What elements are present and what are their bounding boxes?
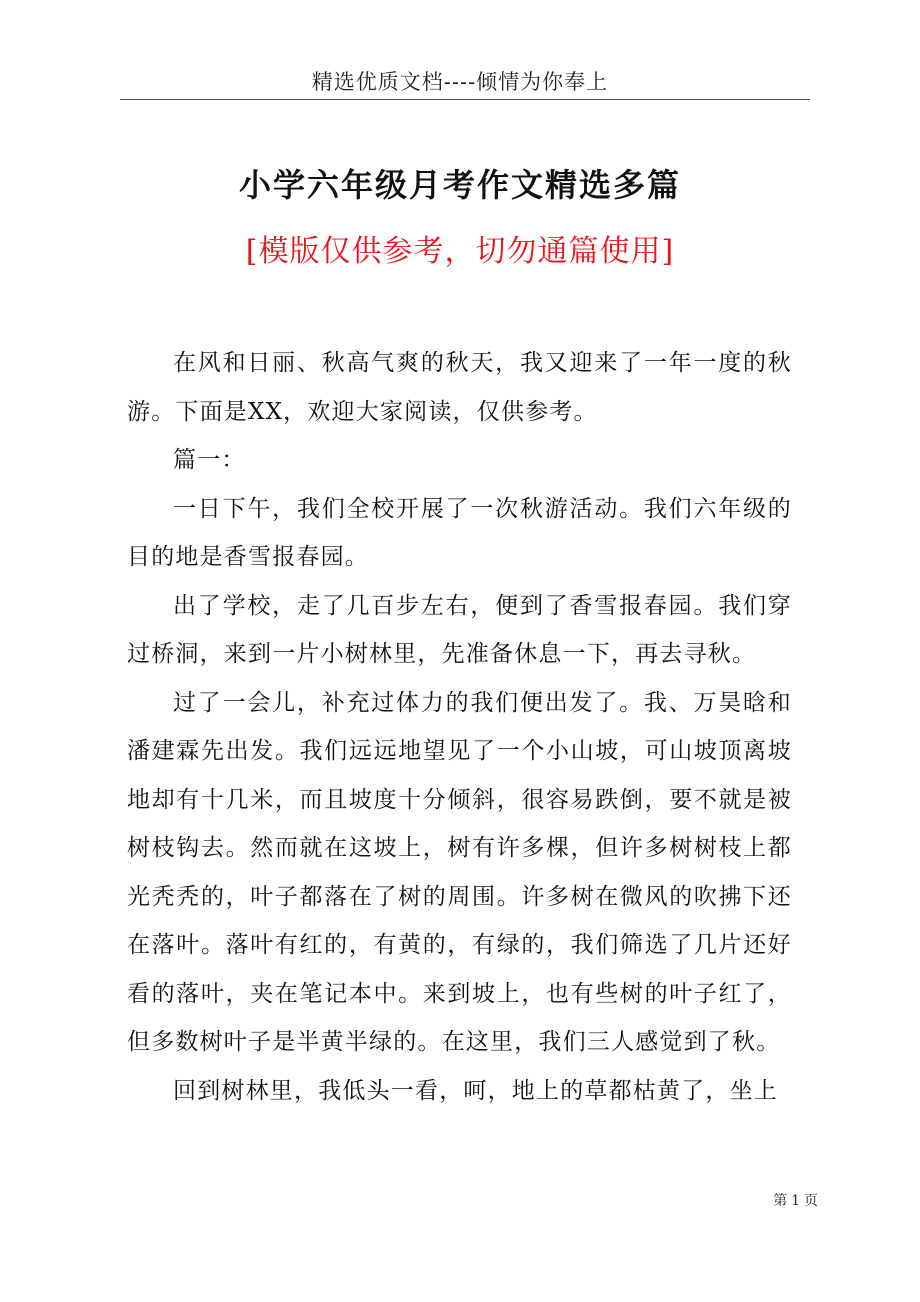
page-header: 精选优质文档----倾情为你奉上: [311, 70, 609, 94]
document-subtitle: [模版仅供参考，切勿通篇使用]: [245, 234, 675, 269]
page-footer-prefix: 第: [773, 1193, 788, 1209]
document-title: 小学六年级月考作文精选多篇: [238, 166, 681, 204]
paragraph: 过了一会儿，补充过体力的我们便出发了。我、万昊晗和潘建霖先出发。我们远远地望见了一个小山坡，可山坡顶离坡地却有十几米，而且坡度十分倾斜，很容易跌倒，要不就是被树枝钩去。然而就在这坡上，树有许多棵，但许多树树枝上都光秃秃的，叶子都落在了树的周围。许多树在微风的吹拂下还在落叶。落叶有红的，有黄的，有绿的，我们筛选了几片还好看的落叶，夹在笔记本中。来到坡上，也有些树的叶子红了，但多数树叶子是半黄半绿的。在这里，我们三人感觉到了秋。: [127, 689, 792, 1055]
paragraph-intro: 在风和日丽、秋高气爽的秋天，我又迎来了一年一度的秋游。下面是XX，欢迎大家阅读，仅供参考。: [127, 350, 792, 425]
paragraph-section-heading: 篇一：: [173, 447, 246, 473]
document-body: [127, 339, 792, 1115]
header-divider: [120, 99, 810, 100]
paragraph: 一日下午，我们全校开展了一次秋游活动。我们六年级的目的地是香雪报春园。: [127, 495, 792, 570]
paragraph: 回到树林里，我低头一看，呵，地上的草都枯黄了，坐上: [173, 1077, 778, 1104]
page-footer-suffix: 页: [804, 1193, 818, 1209]
page-number-footer: [740, 1190, 820, 1210]
paragraph: 出了学校，走了几百步左右，便到了香雪报春园。我们穿过桥洞，来到一片小树林里，先准备休息一下，再去寻秋。: [127, 592, 792, 667]
page-number: 1: [791, 1193, 800, 1209]
